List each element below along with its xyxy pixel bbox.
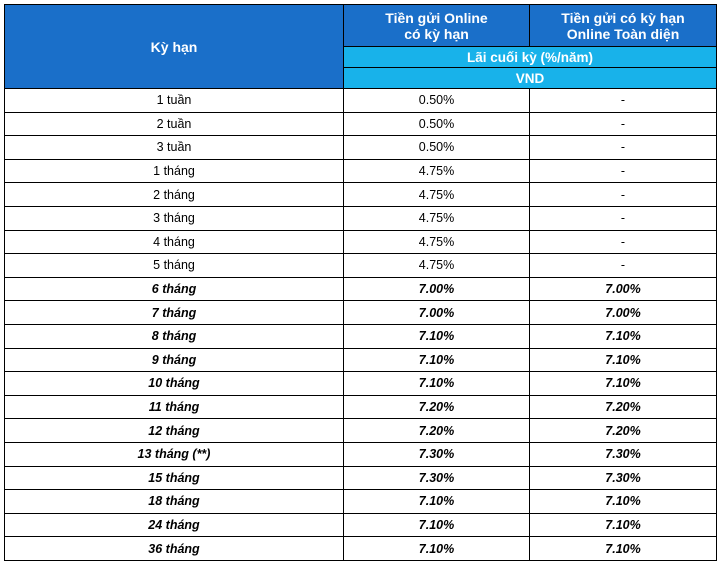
row-term-cell: 10 tháng <box>5 372 344 396</box>
row-full-rate-cell: - <box>530 112 717 136</box>
row-online-rate-cell: 7.10% <box>344 490 530 514</box>
table-row <box>5 324 717 348</box>
table-row <box>5 442 717 466</box>
row-term-cell: 12 tháng <box>5 419 344 443</box>
row-term-cell: 1 tuần <box>5 89 344 113</box>
header-full-line1: Tiền gửi có kỳ hạn <box>561 9 685 26</box>
table-row <box>5 159 717 183</box>
row-online-rate-cell: 0.50% <box>344 136 530 160</box>
row-online-rate-cell: 7.20% <box>344 419 530 443</box>
row-full-rate-cell: 7.10% <box>530 372 717 396</box>
header-currency: VND <box>344 68 717 89</box>
header-full-line2: Online Toàn diện <box>566 25 680 42</box>
table-row <box>5 372 717 396</box>
row-full-rate-cell: 7.20% <box>530 419 717 443</box>
row-full-rate-cell: - <box>530 183 717 207</box>
row-online-rate-cell: 0.50% <box>344 112 530 136</box>
row-term-cell: 7 tháng <box>5 301 344 325</box>
row-term-cell: 2 tuần <box>5 112 344 136</box>
header-online-line2: có kỳ hạn <box>404 25 469 42</box>
table-row <box>5 395 717 419</box>
row-term-cell: 4 tháng <box>5 230 344 254</box>
row-term-cell: 15 tháng <box>5 466 344 490</box>
interest-rate-table <box>4 4 717 561</box>
row-term-cell: 3 tháng <box>5 206 344 230</box>
header-term: Kỳ hạn <box>5 5 344 89</box>
row-term-cell: 24 tháng <box>5 513 344 537</box>
header-online-line1: Tiền gửi Online <box>385 9 488 26</box>
row-online-rate-cell: 0.50% <box>344 89 530 113</box>
row-online-rate-cell: 7.10% <box>344 537 530 561</box>
row-online-rate-cell: 7.30% <box>344 466 530 490</box>
table-row <box>5 466 717 490</box>
row-full-rate-cell: 7.10% <box>530 513 717 537</box>
table-row <box>5 537 717 561</box>
row-full-rate-cell: 7.30% <box>530 466 717 490</box>
table-row <box>5 112 717 136</box>
row-online-rate-cell: 7.10% <box>344 513 530 537</box>
table-row <box>5 206 717 230</box>
row-term-cell: 5 tháng <box>5 254 344 278</box>
table-row <box>5 183 717 207</box>
row-full-rate-cell: - <box>530 254 717 278</box>
header-full-online-deposit <box>530 5 717 47</box>
row-full-rate-cell: 7.10% <box>530 324 717 348</box>
row-full-rate-cell: - <box>530 136 717 160</box>
table-row <box>5 490 717 514</box>
row-term-cell: 11 tháng <box>5 395 344 419</box>
row-full-rate-cell: - <box>530 230 717 254</box>
row-full-rate-cell: 7.10% <box>530 490 717 514</box>
header-rate-type: Lãi cuối kỳ (%/năm) <box>344 47 717 68</box>
row-online-rate-cell: 7.10% <box>344 372 530 396</box>
row-online-rate-cell: 4.75% <box>344 206 530 230</box>
header-online-deposit <box>344 5 530 47</box>
table-row <box>5 277 717 301</box>
row-online-rate-cell: 7.20% <box>344 395 530 419</box>
row-online-rate-cell: 7.10% <box>344 324 530 348</box>
table-row <box>5 419 717 443</box>
table-row <box>5 230 717 254</box>
row-full-rate-cell: - <box>530 159 717 183</box>
row-online-rate-cell: 4.75% <box>344 254 530 278</box>
row-full-rate-cell: 7.00% <box>530 277 717 301</box>
row-term-cell: 9 tháng <box>5 348 344 372</box>
row-full-rate-cell: - <box>530 206 717 230</box>
row-online-rate-cell: 7.00% <box>344 301 530 325</box>
row-online-rate-cell: 4.75% <box>344 183 530 207</box>
table-body <box>5 89 717 561</box>
table-row <box>5 301 717 325</box>
row-full-rate-cell: - <box>530 89 717 113</box>
row-full-rate-cell: 7.00% <box>530 301 717 325</box>
row-online-rate-cell: 7.10% <box>344 348 530 372</box>
table-row <box>5 254 717 278</box>
row-online-rate-cell: 7.00% <box>344 277 530 301</box>
row-online-rate-cell: 4.75% <box>344 159 530 183</box>
row-term-cell: 6 tháng <box>5 277 344 301</box>
row-online-rate-cell: 4.75% <box>344 230 530 254</box>
table-row <box>5 136 717 160</box>
row-term-cell: 36 tháng <box>5 537 344 561</box>
row-full-rate-cell: 7.30% <box>530 442 717 466</box>
row-full-rate-cell: 7.10% <box>530 348 717 372</box>
row-online-rate-cell: 7.30% <box>344 442 530 466</box>
interest-rate-table-container <box>4 4 716 561</box>
row-full-rate-cell: 7.20% <box>530 395 717 419</box>
row-term-cell: 2 tháng <box>5 183 344 207</box>
row-term-cell: 8 tháng <box>5 324 344 348</box>
row-term-cell: 18 tháng <box>5 490 344 514</box>
table-header <box>5 5 717 89</box>
row-term-cell: 1 tháng <box>5 159 344 183</box>
row-term-cell: 3 tuần <box>5 136 344 160</box>
table-row <box>5 89 717 113</box>
table-row <box>5 348 717 372</box>
table-row <box>5 513 717 537</box>
row-term-cell: 13 tháng (**) <box>5 442 344 466</box>
row-full-rate-cell: 7.10% <box>530 537 717 561</box>
